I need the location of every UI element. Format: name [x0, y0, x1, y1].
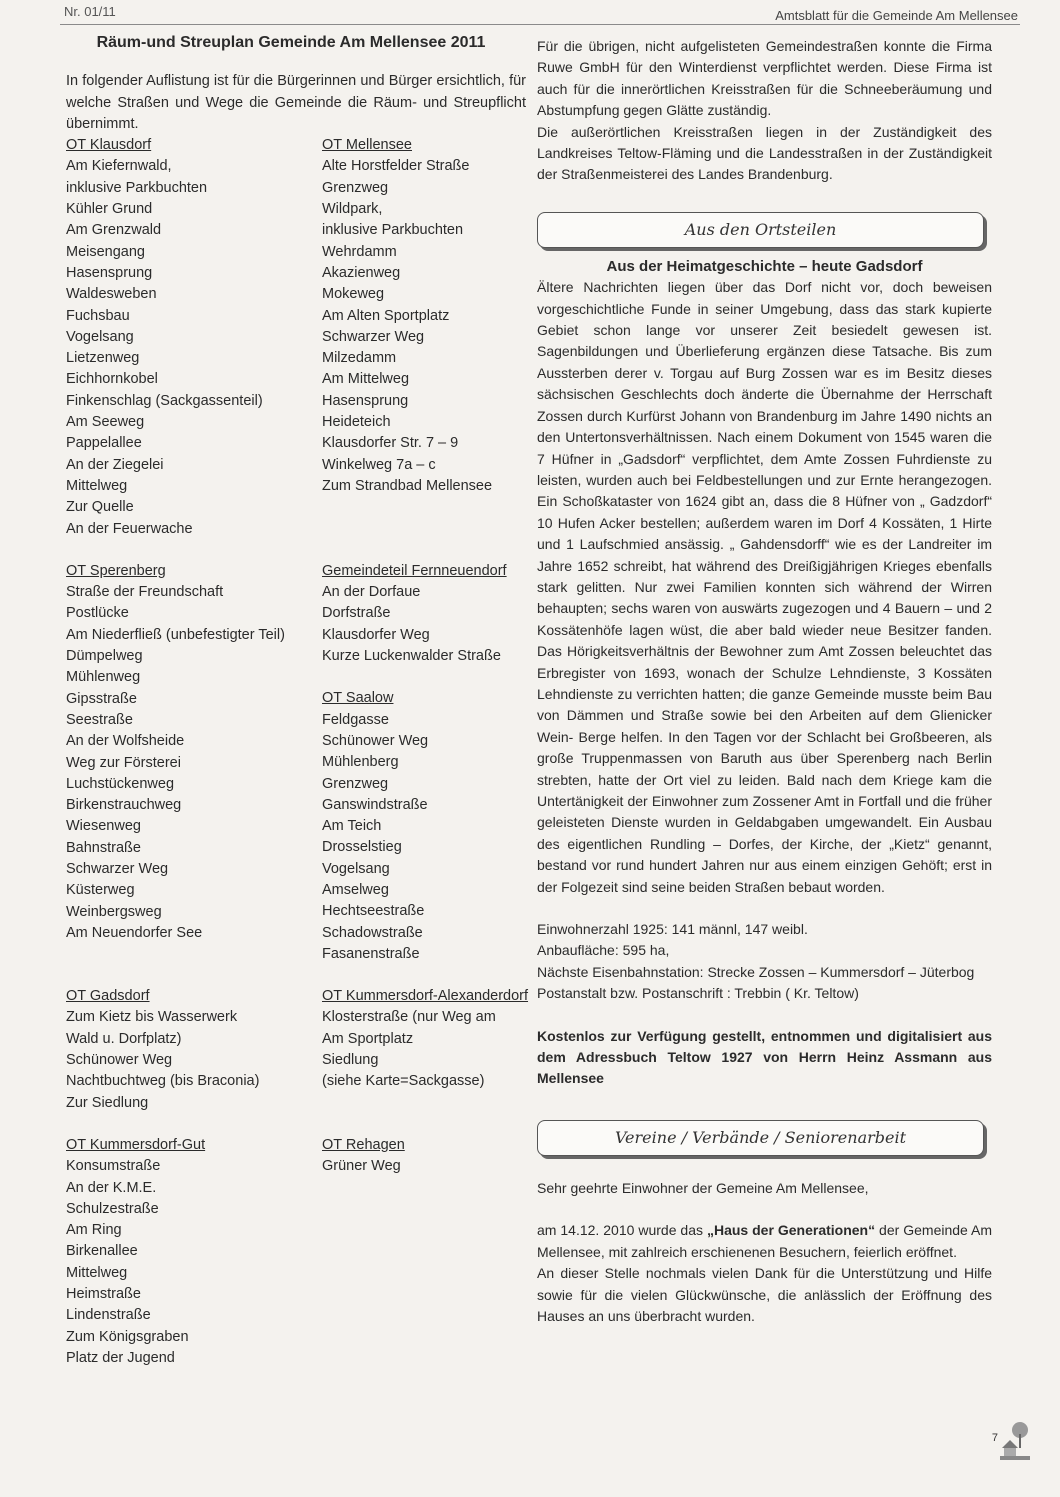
street-item: Zur Siedlung	[66, 1094, 149, 1111]
street-item: Klausdorfer Str. 7 – 9	[322, 435, 459, 452]
plan-title: Räum-und Streuplan Gemeinde Am Mellensee 2011	[96, 34, 486, 51]
winter-service-paragraph: Für die übrigen, nicht aufgelisteten Gemeindestraßen konnte die Firma Ruwe GmbH für den Winterdienst verpflichtet werden. Diese Firma ist auch für die innerörtlichen Kreisstraßen für die Schneeberäumung und Abstumpfung gegen Glätte zuständig.	[537, 38, 992, 119]
street-item: Schwarzer Weg	[66, 860, 169, 877]
street-item: Am Kiefernwald,	[66, 158, 172, 175]
street-item: Schwarzer Weg	[322, 328, 425, 345]
street-item: Wehrdamm	[322, 243, 397, 260]
street-item: Lietzenweg	[66, 350, 140, 367]
district-row	[66, 135, 526, 540]
street-item: Ganswindstraße	[322, 796, 428, 813]
street-item: Kühler Grund	[66, 201, 153, 218]
street-item: An der Feuerwache	[66, 520, 193, 537]
street-item: Am Teich	[322, 818, 382, 835]
district-row	[66, 986, 529, 1114]
street-item: Akazienweg	[322, 264, 401, 281]
spacer	[322, 667, 532, 688]
street-item: Bahnstraße	[66, 839, 141, 856]
street-item: Am Niederfließ (unbefestigter Teil)	[66, 626, 285, 643]
street-item: Drosselstieg	[322, 839, 402, 856]
street-item: Fasanenstraße	[322, 945, 420, 962]
district-title: OT Rehagen	[322, 1136, 405, 1153]
street-item: inklusive Parkbuchten	[66, 179, 208, 196]
street-item: inklusive Parkbuchten	[322, 222, 464, 239]
district-title: OT Kummersdorf-Gut	[66, 1136, 206, 1153]
street-item: Vogelsang	[322, 860, 390, 877]
street-item: (siehe Karte=Sackgasse)	[322, 1073, 485, 1090]
responsibility-paragraph: Die außerörtlichen Kreisstraßen liegen in der Zuständigkeit des Landkreises Teltow-Fläming und die Landesstraßen in der Zuständigkeit der Straßenmeisterei des Landes Brandenburg.	[537, 123, 992, 183]
gazette-title: Amtsblatt für die Gemeinde Am Mellensee	[775, 8, 1018, 23]
tree-house-logo	[1000, 1418, 1030, 1462]
street-item: Weinbergsweg	[66, 903, 162, 920]
street-item: Wald u. Dorfplatz)	[66, 1030, 182, 1047]
street-item: Schadowstraße	[322, 924, 423, 941]
district-title: OT Sperenberg	[66, 562, 166, 579]
street-item: Hasensprung	[66, 264, 153, 281]
spacer	[66, 965, 526, 986]
opening-pre: am 14.12. 2010 wurde das	[537, 1222, 707, 1239]
street-item: Seestraße	[66, 711, 133, 728]
header-rule	[60, 24, 1020, 25]
street-item: An der Ziegelei	[66, 456, 164, 473]
street-item: Am Mittelweg	[322, 371, 410, 388]
street-item: Am Ring	[66, 1222, 122, 1239]
street-item: Birkenstrauchweg	[66, 797, 182, 814]
street-item: Schulzestraße	[66, 1200, 159, 1217]
street-item: Zum Kietz bis Wasserwerk	[66, 1009, 238, 1026]
street-item: Weg zur Försterei	[66, 754, 181, 771]
street-item: Zum Strandbad Mellensee	[322, 477, 493, 494]
street-item: Luchstückenweg	[66, 775, 175, 792]
street-item: Küsterweg	[66, 882, 135, 899]
district-column	[322, 135, 532, 540]
page-number: 7	[991, 1432, 998, 1444]
street-item: Schünower Weg	[322, 732, 429, 749]
street-item: Heimstraße	[66, 1286, 141, 1303]
spacer	[66, 1369, 526, 1390]
history-title: Aus der Heimatgeschichte – heute Gadsdorf	[606, 257, 923, 275]
street-item: Mokeweg	[322, 286, 385, 303]
street-item: Zum Königsgraben	[66, 1328, 189, 1345]
district-title: OT Gadsdorf	[66, 988, 150, 1005]
street-item: Mittelweg	[66, 477, 128, 494]
street-item: Mühlenberg	[322, 754, 399, 771]
issue-number: Nr. 01/11	[64, 4, 116, 19]
district-title: OT Klausdorf	[66, 137, 152, 154]
street-item: Mittelweg	[66, 1264, 128, 1281]
street-item: Am Sportplatz	[322, 1030, 414, 1047]
street-item: Hasensprung	[322, 392, 409, 409]
history-text: Ältere Nachrichten liegen über das Dorf nicht vor, doch beweisen vorgeschichtliche Funde in seiner Umgebung, dass das stark kupierte Gebiet schon lange vor unserer Zeit besiedelt gewesen ist. Sagenbildungen und Überlieferung ergänzen diese Tatsache. Bis zum Aussterben derer v. Torgau auf Burg Zossen war es im Besitz dieses sächsischen Geschlechts doch änderte die Übernahme der Herrschaft Zossen durch Kurfürst Johann von Brandenburg im Jahre 1490 nichts an den Untertonsverhältnissen. Nach einem Dokument von 1545 waren die 7 Hüfner in „Gadsdorf“ verpflichtet, dem Amte Zossen Fuhrdienste zu leisten, wurden auch bei Feldbestellungen und zur Ernte herangezogen. Ein Schoßkataster von 1624 gibt an, dass die 8 Hüfner von „ Gadzdorf“ 10 Hufen Acker bestellen; außerdem waren im Dorf 4 Kossäten, 1 Hirte und 1 Laufschmied ansässig. „ Gahdensdorff“ wie es der Landreiter im Jahre 1652 schreibt, hat während des Dreißigjährigen Krieges ebenfalls stark gelitten. Nur zwei Familien konnten sich während der Wirren behaupten; sechs waren von auswärts zugezogen und 4 Bauern – und 2 Kossätenhöfe lagen wüst, die aber bald wieder neue Besitzer fanden. Das Hörigkeitsverhältnis der Bewohner zum Amt Zossen beleuchtet das Erbregister von 1693, wonach der Schulze Lehndienste, 3 Kossäten Lehndienste zu verrichten hatten; die ganze Gemeinde musste beim Bau von Dämmen und Straße sowie bei den Arbeiten auf dem Glienicker Wein- Berge helfen. In den Tagen vor der Schlacht bei Großbeeren, als große Truppenmassen von Baruth aus über Sperenberg nach Berlin strebten, hatte der Ort viel zu leiden. Bald nach dem Kriege kam die Untertänigkeit der Einwohner zum Zossener Amt in Fortfall und die früher geleisteten Dienste wurden in Geldabgaben umgewandelt. Ein Ausbau des eigentlichen Rundling – Dorfes, der Kirche, der „Kietz“ genannt, bestand vor rund hundert Jahren nur aus einem einzigen Gehöft; erst in der Folgezeit sind seine beiden Straßen bebaut worden.	[537, 279, 992, 895]
street-item: Grüner Weg	[322, 1158, 401, 1175]
district-column	[66, 1135, 322, 1369]
street-item: Wiesenweg	[66, 818, 141, 835]
street-item: Postlücke	[66, 605, 129, 622]
section-banner-vereine: Vereine / Verbände / Seniorenarbeit	[537, 1120, 984, 1156]
district-title: Gemeindeteil Fernneuendorf	[322, 562, 507, 579]
street-item: Am Neuendorfer See	[66, 924, 203, 941]
street-item: Eichhornkobel	[66, 371, 158, 388]
district-column	[322, 1135, 532, 1369]
street-item: Am Grenzwald	[66, 222, 162, 239]
street-item: Finkenschlag (Sackgassenteil)	[66, 392, 263, 409]
district-title: OT Mellensee	[322, 137, 412, 154]
opening-post: der Gemeinde Am Mellensee, mit zahlreich erschienenen Besuchern, feierlich eröffnet.	[537, 1222, 992, 1260]
street-item: Winkelweg 7a – c	[322, 456, 436, 473]
fact-line: Postanstalt bzw. Postanschrift : Trebbin ( Kr. Teltow)	[537, 985, 859, 1002]
street-item: Feldgasse	[322, 711, 389, 728]
fact-line: Anbaufläche: 595 ha,	[537, 942, 670, 959]
opening-paragraph	[537, 1220, 992, 1263]
street-item: Lindenstraße	[66, 1307, 151, 1324]
street-item: Alte Horstfelder Straße	[322, 158, 470, 175]
street-item: Heideteich	[322, 414, 391, 431]
street-item: Nachtbuchtweg (bis Braconia)	[66, 1073, 260, 1090]
spacer	[66, 1114, 526, 1135]
street-item: Amselweg	[322, 881, 389, 898]
district-title: OT Kummersdorf-Alexanderdorf	[322, 988, 529, 1005]
district-column	[322, 561, 532, 965]
street-item: Grenzweg	[322, 775, 389, 792]
plan-intro: In folgender Auflistung ist für die Bürgerinnen und Bürger ersichtlich, für welche Straßen und Wege die Gemeinde die Räum- und Streupflicht übernimmt.	[66, 73, 526, 132]
street-item: Grenzweg	[322, 179, 389, 196]
street-item: Klosterstraße (nur Weg am	[322, 1009, 496, 1026]
district-column	[322, 986, 532, 1114]
street-item: Dorfstraße	[322, 605, 391, 622]
fact-line: Einwohnerzahl 1925: 141 männl, 147 weibl.	[537, 921, 808, 938]
street-item: Siedlung	[322, 1052, 379, 1069]
district-column	[66, 561, 322, 965]
street-item: Straße der Freundschaft	[66, 584, 224, 601]
street-item: An der Wolfsheide	[66, 733, 185, 750]
street-item: Am Seeweg	[66, 414, 145, 431]
street-item: Am Alten Sportplatz	[322, 307, 450, 324]
spacer	[66, 540, 526, 561]
street-item: Pappelallee	[66, 435, 142, 452]
street-item: Meisengang	[66, 243, 145, 260]
street-item: Waldesweben	[66, 286, 157, 303]
street-item: Gipsstraße	[66, 690, 137, 707]
district-row	[66, 1135, 526, 1369]
street-item: An der K.M.E.	[66, 1179, 157, 1196]
section-banner-ortsteile: Aus den Ortsteilen	[537, 212, 984, 248]
district-column	[66, 135, 322, 540]
credit-text: Kostenlos zur Verfügung gestellt, entnommen und digitalisiert aus dem Adressbuch Teltow 1927 von Herrn Heinz Assmann aus Mellensee	[537, 1027, 992, 1087]
street-item: Hechtseestraße	[322, 903, 425, 920]
thanks-paragraph: An dieser Stelle nochmals vielen Dank für die Unterstützung und Hilfe sowie für die vielen Glückwünsche, die anlässlich der Eröffnung des Hauses an uns überbracht wurden.	[537, 1265, 992, 1324]
street-item: Milzedamm	[322, 350, 397, 367]
opening-bold: „Haus der Generationen“	[706, 1222, 876, 1239]
street-item: Wildpark,	[322, 201, 383, 218]
street-item: Dümpelweg	[66, 648, 143, 665]
street-item: Konsumstraße	[66, 1158, 161, 1175]
street-item: Zur Quelle	[66, 499, 134, 516]
street-item: Platz der Jugend	[66, 1349, 175, 1366]
district-title: OT Saalow	[322, 690, 394, 707]
street-item: Kurze Luckenwalder Straße	[322, 648, 501, 665]
facts-list	[537, 919, 992, 1005]
street-item: Schünower Weg	[66, 1052, 173, 1069]
street-item: Mühlenweg	[66, 669, 141, 686]
right-column	[537, 36, 992, 1327]
salutation: Sehr geehrte Einwohner der Gemeine Am Mellensee,	[537, 1179, 869, 1196]
left-column	[66, 32, 529, 1390]
fact-line: Nächste Eisenbahnstation: Strecke Zossen – Kummersdorf – Jüterbog	[537, 963, 975, 980]
district-groups	[66, 135, 529, 1390]
district-row	[66, 561, 526, 965]
street-item: Klausdorfer Weg	[322, 626, 430, 643]
street-item: An der Dorfaue	[322, 584, 421, 601]
street-item: Fuchsbau	[66, 307, 130, 324]
district-column	[66, 986, 322, 1114]
street-item: Vogelsang	[66, 328, 134, 345]
street-item: Birkenallee	[66, 1243, 138, 1260]
